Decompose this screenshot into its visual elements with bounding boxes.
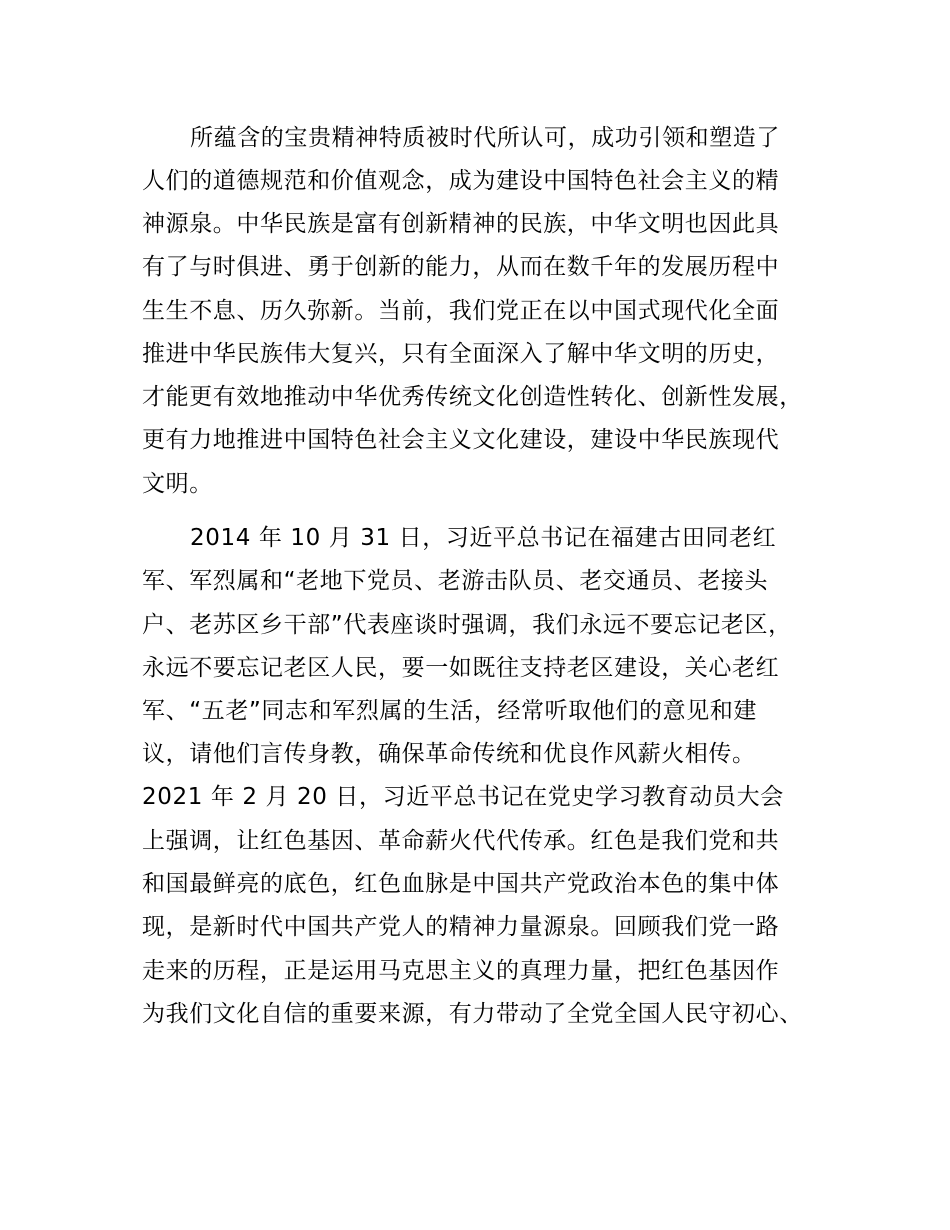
text-line: 军、“五老”同志和军烈属的生活，经常听取他们的意见和建 <box>142 698 758 724</box>
text-line: 神源泉。中华民族是富有创新精神的民族，中华文明也因此具 <box>142 211 780 237</box>
text-line: 户、老苏区乡干部”代表座谈时强调，我们永远不要忘记老区， <box>142 612 792 638</box>
text-line: 才能更有效地推动中华优秀传统文化创造性转化、创新性发展， <box>142 384 803 410</box>
text-line: 所蕴含的宝贵精神特质被时代所认可，成功引领和塑造了 <box>190 125 780 151</box>
text-line: 永远不要忘记老区人民，要一如既往支持老区建设，关心老红 <box>142 655 780 681</box>
text-line: 文明。 <box>142 471 213 497</box>
text-line: 生生不息、历久弥新。当前，我们党正在以中国式现代化全面 <box>142 298 780 324</box>
text-line: 2014 年 10 月 31 日，习近平总书记在福建古田同老红 <box>190 525 777 551</box>
text-line: 上强调，让红色基因、革命薪火代代传承。红色是我们党和共 <box>142 828 780 854</box>
text-line: 推进中华民族伟大复兴，只有全面深入了解中华文明的历史， <box>142 341 780 367</box>
text-line: 有了与时俱进、勇于创新的能力，从而在数千年的发展历程中 <box>142 254 780 280</box>
text-line: 更有力地推进中国特色社会主义文化建设，建设中华民族现代 <box>142 427 780 453</box>
text-line: 议，请他们言传身教，确保革命传统和优良作风薪火相传。 <box>142 741 756 767</box>
text-line: 人们的道德规范和价值观念，成为建设中国特色社会主义的精 <box>142 168 780 194</box>
text-line: 2021 年 2 月 20 日，习近平总书记在党史学习教育动员大会 <box>142 784 784 810</box>
text-line: 走来的历程，正是运用马克思主义的真理力量，把红色基因作 <box>142 958 780 984</box>
text-line: 现，是新时代中国共产党人的精神力量源泉。回顾我们党一路 <box>142 914 780 940</box>
text-line: 为我们文化自信的重要来源，有力带动了全党全国人民守初心、 <box>142 1001 803 1027</box>
text-line: 军、军烈属和“老地下党员、老游击队员、老交通员、老接头 <box>142 568 769 594</box>
text-line: 和国最鲜亮的底色，红色血脉是中国共产党政治本色的集中体 <box>142 871 780 897</box>
